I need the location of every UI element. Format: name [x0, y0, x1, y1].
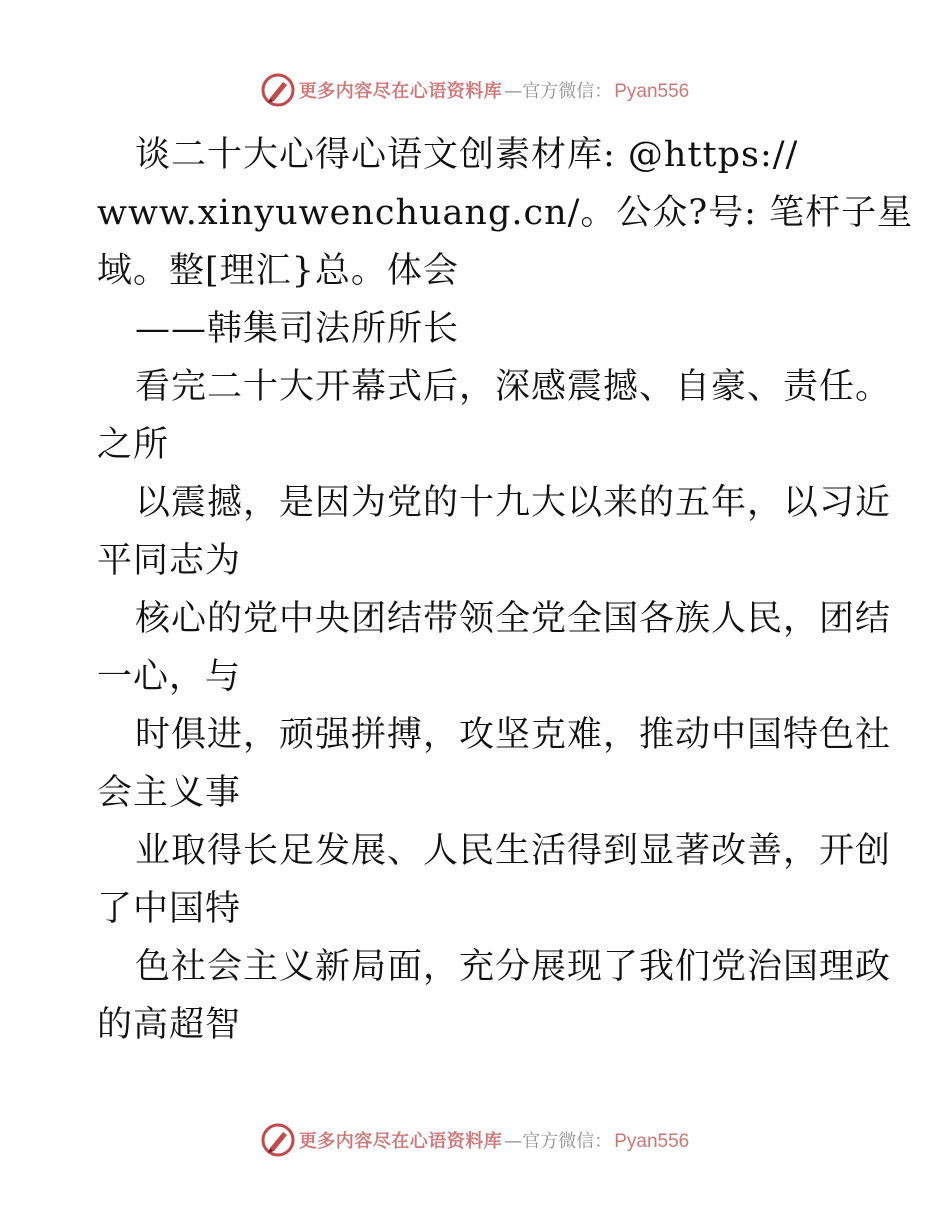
text-line: 域。整[理汇}总。体会: [97, 251, 459, 291]
banner-sub-text: —官方微信：: [504, 1131, 613, 1152]
banner-wechat-id: Pyan556: [614, 81, 690, 102]
text-line: 了中国特: [97, 889, 242, 929]
document-body: [97, 126, 914, 1054]
text-line: 平同志为: [97, 541, 242, 581]
text-line: 会主义事: [97, 773, 242, 813]
text-line: ——韩集司法所所长: [135, 309, 460, 349]
text-line: 的高超智: [97, 1005, 242, 1045]
text-line: 核心的党中央团结带领全党全国各族人民，团结: [135, 599, 892, 639]
text-line: 业取得长足发展、人民生活得到显著改善，开创: [135, 831, 892, 871]
footer-banner: [0, 1122, 950, 1158]
banner-main-text: 更多内容尽在心语资料库: [298, 81, 503, 102]
text-line: 谈二十大心得心语文创素材库: @https://: [135, 135, 799, 175]
banner-text: [299, 1127, 690, 1153]
banner-main-text: 更多内容尽在心语资料库: [298, 1131, 503, 1152]
text-line: 以震撼，是因为党的十九大以来的五年，以习近: [135, 483, 892, 523]
text-line: www.xinyuwenchuang.cn/。公众?号: 笔杆子星: [97, 193, 914, 233]
text-line: 之所: [97, 425, 170, 465]
banner-text: [299, 77, 690, 103]
text-line: 看完二十大开幕式后，深感震撼、自豪、责任。: [135, 367, 892, 407]
text-line: 一心，与: [97, 657, 242, 697]
banner-sub-text: —官方微信：: [504, 81, 613, 102]
pen-logo-icon: [261, 73, 295, 107]
header-banner: [0, 72, 950, 108]
text-line: 色社会主义新局面，充分展现了我们党治国理政: [135, 947, 892, 987]
text-line: 时俱进，顽强拼搏，攻坚克难，推动中国特色社: [135, 715, 892, 755]
pen-logo-icon: [261, 1123, 295, 1157]
banner-wechat-id: Pyan556: [614, 1131, 690, 1152]
